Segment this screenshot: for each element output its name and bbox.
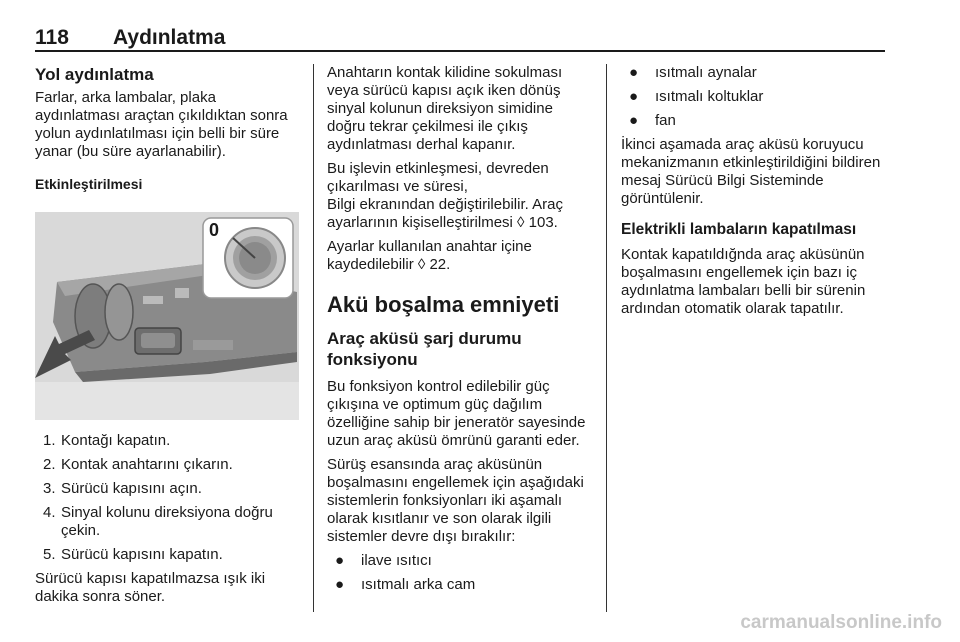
list-item: ● fan <box>629 112 676 129</box>
list-item: ● ısıtmalı aynalar <box>629 64 757 81</box>
column-divider-2 <box>606 64 607 612</box>
bullet-list <box>621 64 887 130</box>
column-1 <box>35 64 300 193</box>
list-item: 1. Kontağı kapatın. <box>43 432 171 449</box>
column-2 <box>327 64 593 600</box>
bullet-list <box>327 552 593 594</box>
paragraph: Anahtarın kontak kilidine sokulması veya sürücü kapısı açık iken dönüş sinyal kolunun direksiyon simidine doğru tekrar çekilmesi ile çıkış aydınlatması derhal kapanır. <box>327 64 563 153</box>
stalk-illustration <box>35 212 299 420</box>
list-item: 5. Sürücü kapısını kapatın. <box>43 546 223 563</box>
heading-sarj-durumu: Araç aküsü şarj durumu fonksiyonu <box>327 329 522 369</box>
list-item: 3. Sürücü kapısını açın. <box>43 480 202 497</box>
paragraph: Sürüş esansında araç aküsünün boşalmasını engellemek için aşağıdaki sistemlerin fonksiyonları iki aşamalı olarak kısıtlanır ve son olarak ilgili sistemler devre dışı bırakılır: <box>327 456 584 545</box>
section-title: Aydınlatma <box>113 26 226 49</box>
page-number: 118 <box>35 26 69 49</box>
outro-paragraph: Sürücü kapısı kapatılmazsa ışık iki dakika sonra söner. <box>35 570 266 605</box>
steps-block <box>35 432 300 612</box>
heading-yol-aydinlatma: Yol aydınlatma <box>35 65 154 84</box>
paragraph: Bu fonksiyon kontrol edilebilir güç çıkışına ve optimum güç dağılım özelliğine sahip bir jeneratör sayesinde uzun araç aküsü ömrünü garanti eder. <box>327 378 586 449</box>
watermark: carmanualsonline.info <box>740 612 942 633</box>
steps-list <box>35 432 300 564</box>
paragraph: Kontak kapatıldığnda araç aküsünün boşalmasını engellemek için bazı iç aydınlatma lambaları belli bir sürenin ardından otomatik olarak tapatılır. <box>621 246 866 317</box>
activation-heading: Etkinleştirilmesi <box>35 176 143 192</box>
ignition-position-label: 0 <box>209 220 220 240</box>
column-divider-1 <box>313 64 314 612</box>
list-item: ● ilave ısıtıcı <box>335 552 432 569</box>
column-3 <box>621 64 887 324</box>
list-item: ● ısıtmalı arka cam <box>335 576 476 593</box>
paragraph: Bilgi ekranından değiştirilebilir. Araç ayarlarının kişiselleştirilmesi ◊ 103. <box>327 196 563 231</box>
paragraph: Bu işlevin etkinleşmesi, devreden çıkarılması ve süresi, <box>327 160 549 195</box>
intro-paragraph: Farlar, arka lambalar, plaka aydınlatması araçtan çıkıldıktan sonra yolun aydınlatılması için belli bir süre yanar (bu süre ayarlanabilir). <box>35 89 288 160</box>
list-item: ● ısıtmalı koltuklar <box>629 88 764 105</box>
paragraph: Ayarlar kullanılan anahtar içine kaydedilebilir ◊ 22. <box>327 238 532 273</box>
list-item: 4. Sinyal kolunu direksiyona doğru çekin. <box>43 504 273 539</box>
header-rule <box>35 50 885 52</box>
list-item: 2. Kontak anahtarını çıkarın. <box>43 456 233 473</box>
paragraph: İkinci aşamada araç aküsü koruyucu mekanizmanın etkinleştirildiğini bildiren mesaj Sürücü Bilgi Sisteminde görüntülenir. <box>621 136 881 207</box>
heading-lamba-kapatilmasi: Elektrikli lambaların kapatılması <box>621 221 857 238</box>
heading-aku-bosalma: Akü boşalma emniyeti <box>327 292 560 317</box>
